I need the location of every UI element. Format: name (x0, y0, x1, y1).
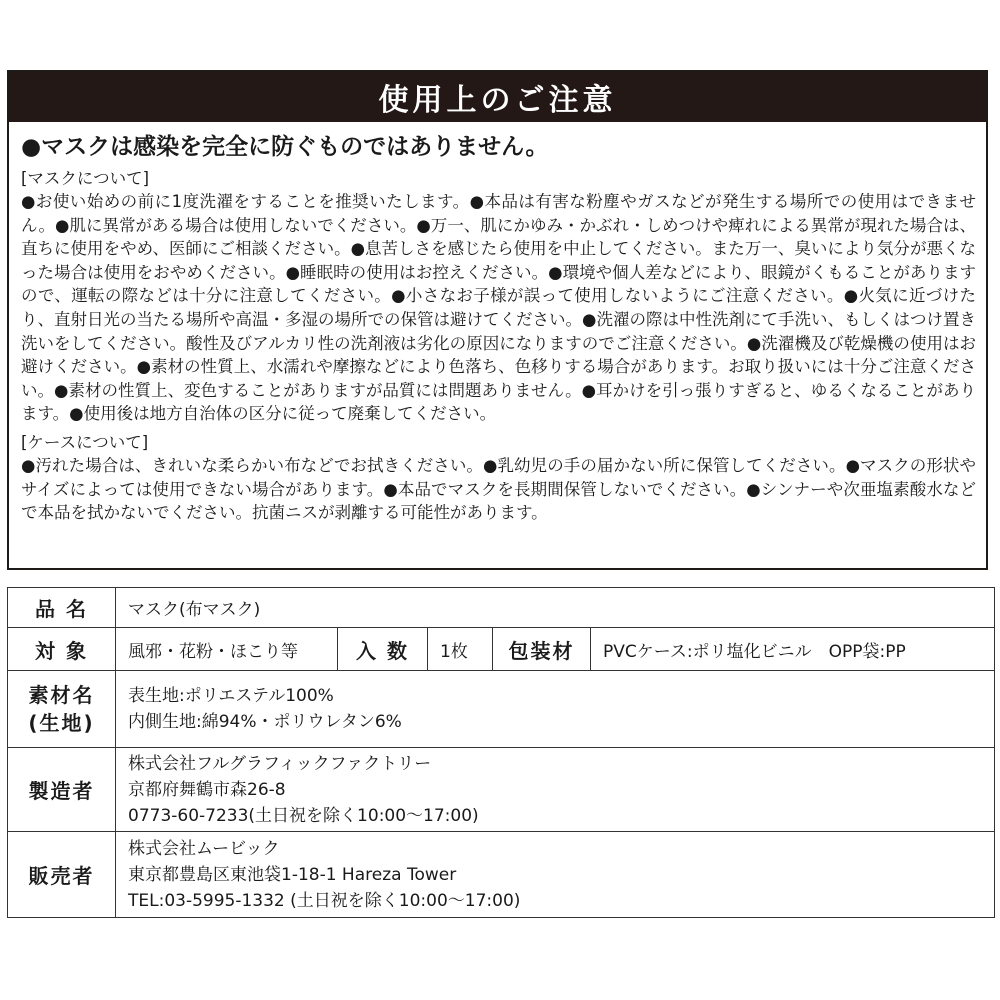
target-value: 風邪・花粉・ほこり等 (116, 628, 338, 671)
table-row (8, 628, 995, 671)
caution-headline: ●マスクは感染を完全に防ぐものではありません。 (21, 134, 549, 160)
manufacturer-label: 製造者 (8, 748, 116, 832)
seller-phone: TEL:03-5995-1332 (土日祝を除く10:00〜17:00) (128, 890, 521, 911)
table-row (8, 671, 995, 748)
seller-value (116, 832, 995, 918)
packaging-label: 包装材 (493, 628, 591, 671)
material-label-line-2: (生地) (28, 711, 95, 735)
manufacturer-address: 京都府舞鶴市森26-8 (128, 779, 286, 800)
seller-name: 株式会社ムービック (128, 838, 280, 859)
spec-table (7, 587, 995, 918)
table-row (8, 588, 995, 628)
caution-body (9, 122, 986, 525)
target-label: 対 象 (8, 628, 116, 671)
mask-section-label: [マスクについて] (21, 169, 150, 188)
product-name-label: 品 名 (8, 588, 116, 628)
material-inner: 内側生地:綿94%・ポリウレタン6% (128, 712, 402, 732)
case-section-label: [ケースについて] (21, 432, 149, 452)
material-value (116, 671, 995, 748)
material-outer: 表生地:ポリエステル100% (128, 686, 334, 706)
manufacturer-value (116, 748, 995, 832)
quantity-label: 入 数 (338, 628, 428, 671)
product-name-value: マスク(布マスク) (116, 588, 995, 628)
material-label-line-1: 素材名 (28, 683, 95, 707)
mask-section-text: ●お使い始めの前に1度洗濯をすることを推奨いたします。●本品は有害な粉塵やガスなどが発生する場所での使用はできません。●肌に異常がある場合は使用しないでください。●万一、肌にかゆみ・かぶれ・しめつけや痺れによる異常が現れた場合は、直ちに使用をやめ、医師にご相談ください。●息苦しさを感じたら使用を中止してください。また万一、臭いにより気分が悪くなった場合は使用をおやめください。●睡眠時の使用はお控えください。●環境や個人差などにより、眼鏡がくもることがありますので、運転の際などは十分に注意してください。●小さなお子様が誤って使用しないようにご注意ください。●火気に近づけたり、直射日光の当たる場所や高温・多湿の場所での保管は避けてください。●洗濯の際は中性洗剤にて手洗い、もしくはつけ置き洗いをしてください。酸性及びアルカリ性の洗剤液は劣化の原因になりますのでご注意ください。●洗濯機及び乾燥機の使用はお避けください。●素材の性質上、水濡れや摩擦などにより色落ち、色移りする場合があります。お取り扱いには十分ご注意ください。●素材の性質上、変色することがありますが品質には問題ありません。●耳かけを引っ張りすぎると、ゆるくなることがあります。●使用後は地方自治体の区分に従って廃棄してください。 (21, 192, 976, 424)
caution-title: 使用上のご注意 (9, 72, 986, 122)
case-section-text: ●汚れた場合は、きれいな柔らかい布などでお拭きください。●乳幼児の手の届かない所に保管してください。●マスクの形状やサイズによっては使用できない場合があります。●本品でマスクを長期間保管しないでください。●シンナーや次亜塩素酸水などで本品を拭かないでください。抗菌ニスが剥離する可能性があります。 (21, 455, 976, 523)
seller-label: 販売者 (8, 832, 116, 918)
packaging-value: PVCケース:ポリ塩化ビニル OPP袋:PP (591, 628, 995, 671)
material-label (8, 671, 116, 748)
seller-address: 東京都豊島区東池袋1-18-1 Hareza Tower (128, 864, 457, 885)
manufacturer-name: 株式会社フルグラフィックファクトリー (128, 753, 432, 774)
caution-box (7, 70, 988, 570)
quantity-value: 1枚 (428, 628, 493, 671)
table-row (8, 748, 995, 832)
manufacturer-phone: 0773-60-7233(土日祝を除く10:00〜17:00) (128, 805, 479, 826)
table-row (8, 832, 995, 918)
